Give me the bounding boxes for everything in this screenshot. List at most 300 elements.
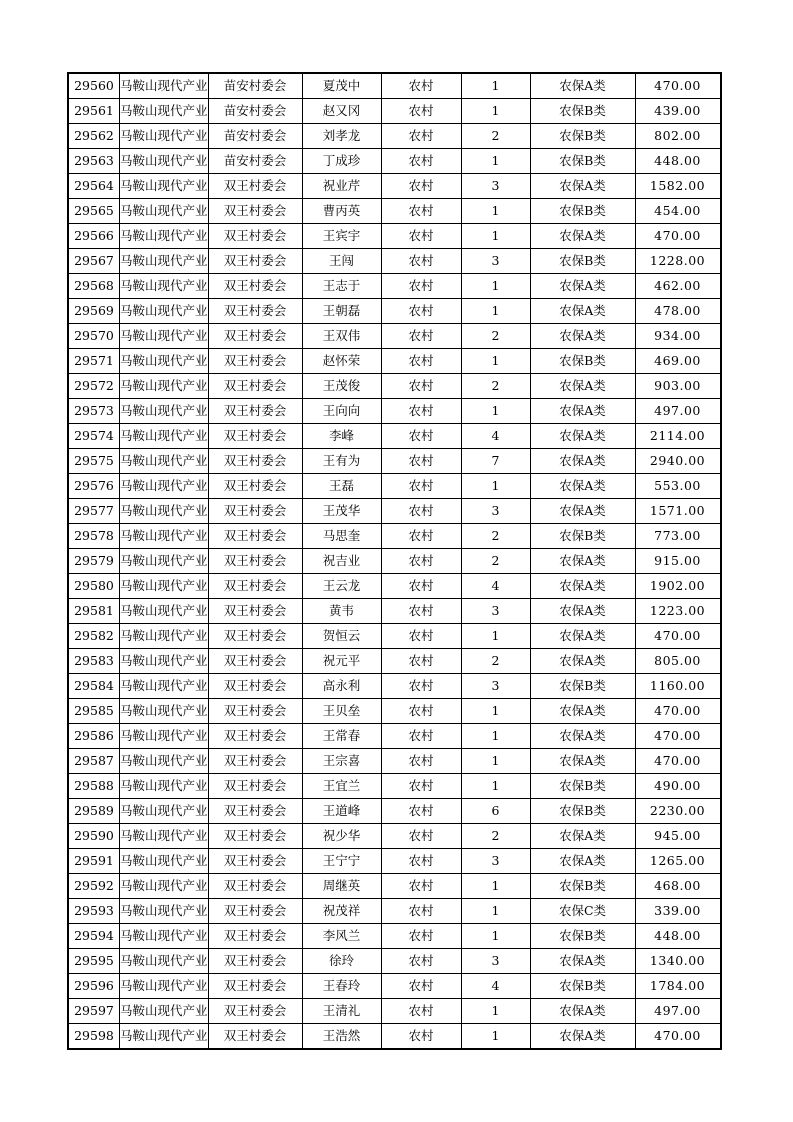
amount-cell: 470.00: [635, 749, 721, 774]
organization-text: 马鞍山现代产业: [120, 803, 208, 818]
table-row: [68, 549, 721, 574]
person-name-cell: 王春玲: [302, 974, 381, 999]
household-count-cell: 4: [461, 424, 530, 449]
village-committee-cell: 双王村委会: [208, 649, 302, 674]
table-row: [68, 499, 721, 524]
area-type-cell: 农村: [381, 149, 461, 174]
village-committee-cell: 双王村委会: [208, 449, 302, 474]
person-name-cell: 祝元平: [302, 649, 381, 674]
person-name-cell: 高永利: [302, 674, 381, 699]
area-type-cell: 农村: [381, 299, 461, 324]
table-row: [68, 524, 721, 549]
insurance-category-cell: 农保A类: [530, 73, 635, 99]
organization-cell: [120, 399, 209, 424]
table-row: [68, 899, 721, 924]
organization-text: 马鞍山现代产业: [120, 303, 208, 318]
row-id-cell: 29595: [68, 949, 120, 974]
organization-text: 马鞍山现代产业: [120, 528, 208, 543]
household-count-cell: 1: [461, 774, 530, 799]
organization-text: 马鞍山现代产业: [120, 178, 208, 193]
household-count-cell: 1: [461, 224, 530, 249]
organization-cell: [120, 249, 209, 274]
person-name-cell: 王朝磊: [302, 299, 381, 324]
organization-text: 马鞍山现代产业: [120, 1003, 208, 1018]
insurance-category-cell: 农保B类: [530, 974, 635, 999]
insurance-category-cell: 农保B类: [530, 874, 635, 899]
area-type-cell: 农村: [381, 899, 461, 924]
row-id-cell: 29593: [68, 899, 120, 924]
insurance-category-cell: 农保A类: [530, 374, 635, 399]
organization-text: 马鞍山现代产业: [120, 478, 208, 493]
organization-text: 马鞍山现代产业: [120, 953, 208, 968]
area-type-cell: 农村: [381, 724, 461, 749]
village-committee-cell: 双王村委会: [208, 824, 302, 849]
village-committee-cell: 双王村委会: [208, 1024, 302, 1050]
organization-cell: [120, 1024, 209, 1050]
table-row: [68, 699, 721, 724]
village-committee-cell: 双王村委会: [208, 349, 302, 374]
organization-text: 马鞍山现代产业: [120, 903, 208, 918]
organization-text: 马鞍山现代产业: [120, 703, 208, 718]
insurance-category-cell: 农保A类: [530, 699, 635, 724]
amount-cell: 470.00: [635, 1024, 721, 1050]
village-committee-cell: 双王村委会: [208, 524, 302, 549]
organization-cell: [120, 299, 209, 324]
area-type-cell: 农村: [381, 424, 461, 449]
household-count-cell: 3: [461, 249, 530, 274]
area-type-cell: 农村: [381, 99, 461, 124]
household-count-cell: 1: [461, 149, 530, 174]
person-name-cell: 贺恒云: [302, 624, 381, 649]
household-count-cell: 6: [461, 799, 530, 824]
table-row: [68, 474, 721, 499]
row-id-cell: 29578: [68, 524, 120, 549]
row-id-cell: 29563: [68, 149, 120, 174]
insurance-category-cell: 农保A类: [530, 749, 635, 774]
person-name-cell: 王清礼: [302, 999, 381, 1024]
table-row: [68, 1024, 721, 1050]
household-count-cell: 1: [461, 474, 530, 499]
insurance-category-cell: 农保A类: [530, 174, 635, 199]
insurance-category-cell: 农保A类: [530, 824, 635, 849]
village-committee-cell: 双王村委会: [208, 174, 302, 199]
insurance-category-cell: 农保B类: [530, 774, 635, 799]
organization-cell: [120, 224, 209, 249]
row-id-cell: 29568: [68, 274, 120, 299]
table-row: [68, 849, 721, 874]
table-body: [68, 73, 721, 1049]
organization-cell: [120, 174, 209, 199]
row-id-cell: 29564: [68, 174, 120, 199]
amount-cell: 773.00: [635, 524, 721, 549]
village-committee-cell: 苗安村委会: [208, 124, 302, 149]
organization-text: 马鞍山现代产业: [120, 578, 208, 593]
area-type-cell: 农村: [381, 574, 461, 599]
organization-cell: [120, 599, 209, 624]
organization-cell: [120, 274, 209, 299]
area-type-cell: 农村: [381, 649, 461, 674]
row-id-cell: 29560: [68, 73, 120, 99]
area-type-cell: 农村: [381, 174, 461, 199]
insurance-category-cell: 农保A类: [530, 499, 635, 524]
organization-cell: [120, 199, 209, 224]
person-name-cell: 赵又冈: [302, 99, 381, 124]
area-type-cell: 农村: [381, 674, 461, 699]
organization-cell: [120, 624, 209, 649]
organization-cell: [120, 899, 209, 924]
organization-text: 马鞍山现代产业: [120, 103, 208, 118]
amount-cell: 1160.00: [635, 674, 721, 699]
amount-cell: 448.00: [635, 149, 721, 174]
person-name-cell: 王茂俊: [302, 374, 381, 399]
row-id-cell: 29561: [68, 99, 120, 124]
insurance-category-cell: 农保A类: [530, 549, 635, 574]
person-name-cell: 祝茂祥: [302, 899, 381, 924]
person-name-cell: 马思奎: [302, 524, 381, 549]
person-name-cell: 王贝垒: [302, 699, 381, 724]
village-committee-cell: 双王村委会: [208, 724, 302, 749]
household-count-cell: 2: [461, 124, 530, 149]
row-id-cell: 29597: [68, 999, 120, 1024]
household-count-cell: 1: [461, 199, 530, 224]
organization-cell: [120, 324, 209, 349]
insurance-category-cell: 农保B类: [530, 99, 635, 124]
village-committee-cell: 双王村委会: [208, 899, 302, 924]
organization-cell: [120, 949, 209, 974]
row-id-cell: 29575: [68, 449, 120, 474]
table-row: [68, 149, 721, 174]
household-count-cell: 1: [461, 899, 530, 924]
area-type-cell: 农村: [381, 599, 461, 624]
organization-text: 马鞍山现代产业: [120, 553, 208, 568]
amount-cell: 470.00: [635, 699, 721, 724]
amount-cell: 339.00: [635, 899, 721, 924]
person-name-cell: 曹丙英: [302, 199, 381, 224]
village-committee-cell: 双王村委会: [208, 574, 302, 599]
village-committee-cell: 双王村委会: [208, 924, 302, 949]
household-count-cell: 1: [461, 749, 530, 774]
village-committee-cell: 双王村委会: [208, 549, 302, 574]
organization-text: 马鞍山现代产业: [120, 453, 208, 468]
row-id-cell: 29571: [68, 349, 120, 374]
organization-text: 马鞍山现代产业: [120, 753, 208, 768]
organization-cell: [120, 349, 209, 374]
organization-text: 马鞍山现代产业: [120, 828, 208, 843]
organization-cell: [120, 124, 209, 149]
household-count-cell: 2: [461, 649, 530, 674]
household-count-cell: 2: [461, 374, 530, 399]
person-name-cell: 黄韦: [302, 599, 381, 624]
organization-text: 马鞍山现代产业: [120, 978, 208, 993]
organization-cell: [120, 99, 209, 124]
area-type-cell: 农村: [381, 624, 461, 649]
area-type-cell: 农村: [381, 549, 461, 574]
organization-cell: [120, 574, 209, 599]
organization-text: 马鞍山现代产业: [120, 378, 208, 393]
area-type-cell: 农村: [381, 1024, 461, 1050]
table-row: [68, 949, 721, 974]
area-type-cell: 农村: [381, 824, 461, 849]
village-committee-cell: 双王村委会: [208, 374, 302, 399]
organization-text: 马鞍山现代产业: [120, 353, 208, 368]
table-row: [68, 799, 721, 824]
area-type-cell: 农村: [381, 274, 461, 299]
row-id-cell: 29577: [68, 499, 120, 524]
table-row: [68, 974, 721, 999]
insurance-category-cell: 农保A类: [530, 949, 635, 974]
person-name-cell: 王云龙: [302, 574, 381, 599]
table-row: [68, 99, 721, 124]
row-id-cell: 29576: [68, 474, 120, 499]
household-count-cell: 2: [461, 524, 530, 549]
amount-cell: 468.00: [635, 874, 721, 899]
amount-cell: 462.00: [635, 274, 721, 299]
organization-cell: [120, 924, 209, 949]
area-type-cell: 农村: [381, 349, 461, 374]
person-name-cell: 徐玲: [302, 949, 381, 974]
row-id-cell: 29581: [68, 599, 120, 624]
organization-cell: [120, 549, 209, 574]
area-type-cell: 农村: [381, 249, 461, 274]
person-name-cell: 王有为: [302, 449, 381, 474]
organization-text: 马鞍山现代产业: [120, 603, 208, 618]
insurance-category-cell: 农保A类: [530, 224, 635, 249]
person-name-cell: 赵怀荣: [302, 349, 381, 374]
organization-cell: [120, 674, 209, 699]
table-row: [68, 299, 721, 324]
village-committee-cell: 双王村委会: [208, 974, 302, 999]
amount-cell: 805.00: [635, 649, 721, 674]
row-id-cell: 29562: [68, 124, 120, 149]
organization-text: 马鞍山现代产业: [120, 928, 208, 943]
area-type-cell: 农村: [381, 73, 461, 99]
organization-text: 马鞍山现代产业: [120, 503, 208, 518]
village-committee-cell: 双王村委会: [208, 324, 302, 349]
row-id-cell: 29567: [68, 249, 120, 274]
insurance-category-cell: 农保A类: [530, 1024, 635, 1050]
organization-cell: [120, 149, 209, 174]
organization-text: 马鞍山现代产业: [120, 228, 208, 243]
area-type-cell: 农村: [381, 849, 461, 874]
village-committee-cell: 双王村委会: [208, 774, 302, 799]
person-name-cell: 王宗喜: [302, 749, 381, 774]
person-name-cell: 王志于: [302, 274, 381, 299]
area-type-cell: 农村: [381, 374, 461, 399]
row-id-cell: 29585: [68, 699, 120, 724]
organization-cell: [120, 424, 209, 449]
organization-text: 马鞍山现代产业: [120, 853, 208, 868]
amount-cell: 915.00: [635, 549, 721, 574]
table-row: [68, 224, 721, 249]
person-name-cell: 王磊: [302, 474, 381, 499]
amount-cell: 802.00: [635, 124, 721, 149]
table-row: [68, 624, 721, 649]
table-row: [68, 449, 721, 474]
row-id-cell: 29589: [68, 799, 120, 824]
amount-cell: 470.00: [635, 724, 721, 749]
household-count-cell: 2: [461, 824, 530, 849]
area-type-cell: 农村: [381, 324, 461, 349]
amount-cell: 903.00: [635, 374, 721, 399]
organization-cell: [120, 849, 209, 874]
insurance-category-cell: 农保A类: [530, 649, 635, 674]
organization-cell: [120, 824, 209, 849]
insurance-category-cell: 农保A类: [530, 424, 635, 449]
area-type-cell: 农村: [381, 224, 461, 249]
table-row: [68, 649, 721, 674]
row-id-cell: 29587: [68, 749, 120, 774]
person-name-cell: 王道峰: [302, 799, 381, 824]
amount-cell: 448.00: [635, 924, 721, 949]
organization-cell: [120, 374, 209, 399]
insurance-category-cell: 农保B类: [530, 524, 635, 549]
household-count-cell: 4: [461, 974, 530, 999]
organization-text: 马鞍山现代产业: [120, 1028, 208, 1043]
organization-text: 马鞍山现代产业: [120, 428, 208, 443]
amount-cell: 497.00: [635, 399, 721, 424]
person-name-cell: 王常春: [302, 724, 381, 749]
household-count-cell: 2: [461, 549, 530, 574]
table-row: [68, 724, 721, 749]
area-type-cell: 农村: [381, 124, 461, 149]
table-row: [68, 824, 721, 849]
row-id-cell: 29569: [68, 299, 120, 324]
household-count-cell: 1: [461, 73, 530, 99]
row-id-cell: 29574: [68, 424, 120, 449]
table-row: [68, 174, 721, 199]
amount-cell: 1265.00: [635, 849, 721, 874]
insurance-category-cell: 农保A类: [530, 399, 635, 424]
household-count-cell: 1: [461, 99, 530, 124]
table-row: [68, 674, 721, 699]
insurance-category-cell: 农保A类: [530, 474, 635, 499]
insurance-category-cell: 农保A类: [530, 849, 635, 874]
person-name-cell: 周继英: [302, 874, 381, 899]
organization-text: 马鞍山现代产业: [120, 653, 208, 668]
insurance-category-cell: 农保A类: [530, 624, 635, 649]
insurance-category-cell: 农保A类: [530, 324, 635, 349]
person-name-cell: 丁成珍: [302, 149, 381, 174]
village-committee-cell: 双王村委会: [208, 949, 302, 974]
village-committee-cell: 苗安村委会: [208, 99, 302, 124]
row-id-cell: 29591: [68, 849, 120, 874]
household-count-cell: 1: [461, 699, 530, 724]
amount-cell: 2230.00: [635, 799, 721, 824]
household-count-cell: 3: [461, 174, 530, 199]
row-id-cell: 29570: [68, 324, 120, 349]
insurance-category-cell: 农保A类: [530, 724, 635, 749]
area-type-cell: 农村: [381, 499, 461, 524]
insurance-category-cell: 农保A类: [530, 599, 635, 624]
village-committee-cell: 苗安村委会: [208, 73, 302, 99]
row-id-cell: 29596: [68, 974, 120, 999]
amount-cell: 490.00: [635, 774, 721, 799]
village-committee-cell: 双王村委会: [208, 699, 302, 724]
organization-text: 马鞍山现代产业: [120, 78, 208, 93]
table-row: [68, 924, 721, 949]
table-row: [68, 774, 721, 799]
area-type-cell: 农村: [381, 524, 461, 549]
area-type-cell: 农村: [381, 924, 461, 949]
person-name-cell: 夏茂中: [302, 73, 381, 99]
person-name-cell: 李峰: [302, 424, 381, 449]
person-name-cell: 王向向: [302, 399, 381, 424]
village-committee-cell: 双王村委会: [208, 799, 302, 824]
table-row: [68, 349, 721, 374]
organization-cell: [120, 974, 209, 999]
village-committee-cell: 双王村委会: [208, 599, 302, 624]
amount-cell: 934.00: [635, 324, 721, 349]
village-committee-cell: 双王村委会: [208, 399, 302, 424]
insurance-category-cell: 农保B类: [530, 124, 635, 149]
area-type-cell: 农村: [381, 699, 461, 724]
amount-cell: 1902.00: [635, 574, 721, 599]
row-id-cell: 29586: [68, 724, 120, 749]
village-committee-cell: 双王村委会: [208, 199, 302, 224]
village-committee-cell: 双王村委会: [208, 499, 302, 524]
organization-cell: [120, 449, 209, 474]
row-id-cell: 29566: [68, 224, 120, 249]
area-type-cell: 农村: [381, 474, 461, 499]
area-type-cell: 农村: [381, 399, 461, 424]
household-count-cell: 3: [461, 849, 530, 874]
amount-cell: 1571.00: [635, 499, 721, 524]
area-type-cell: 农村: [381, 874, 461, 899]
table-row: [68, 599, 721, 624]
village-committee-cell: 双王村委会: [208, 674, 302, 699]
household-count-cell: 1: [461, 299, 530, 324]
organization-cell: [120, 774, 209, 799]
area-type-cell: 农村: [381, 199, 461, 224]
row-id-cell: 29590: [68, 824, 120, 849]
household-count-cell: 7: [461, 449, 530, 474]
insurance-category-cell: 农保B类: [530, 799, 635, 824]
village-committee-cell: 双王村委会: [208, 999, 302, 1024]
insurance-category-cell: 农保B类: [530, 674, 635, 699]
household-count-cell: 1: [461, 874, 530, 899]
table-row: [68, 424, 721, 449]
insurance-category-cell: 农保B类: [530, 149, 635, 174]
person-name-cell: 王茂华: [302, 499, 381, 524]
amount-cell: 945.00: [635, 824, 721, 849]
organization-cell: [120, 474, 209, 499]
organization-cell: [120, 999, 209, 1024]
amount-cell: 469.00: [635, 349, 721, 374]
table-row: [68, 124, 721, 149]
organization-cell: [120, 73, 209, 99]
person-name-cell: 刘孝龙: [302, 124, 381, 149]
person-name-cell: 王宾宇: [302, 224, 381, 249]
person-name-cell: 王双伟: [302, 324, 381, 349]
insurance-category-cell: 农保A类: [530, 574, 635, 599]
table-row: [68, 199, 721, 224]
organization-cell: [120, 499, 209, 524]
table-row: [68, 73, 721, 99]
organization-text: 马鞍山现代产业: [120, 278, 208, 293]
household-count-cell: 4: [461, 574, 530, 599]
household-count-cell: 1: [461, 624, 530, 649]
person-name-cell: 王宁宁: [302, 849, 381, 874]
organization-text: 马鞍山现代产业: [120, 403, 208, 418]
organization-cell: [120, 724, 209, 749]
amount-cell: 553.00: [635, 474, 721, 499]
household-count-cell: 3: [461, 674, 530, 699]
table-row: [68, 324, 721, 349]
row-id-cell: 29580: [68, 574, 120, 599]
village-committee-cell: 双王村委会: [208, 624, 302, 649]
household-count-cell: 3: [461, 949, 530, 974]
village-committee-cell: 双王村委会: [208, 874, 302, 899]
